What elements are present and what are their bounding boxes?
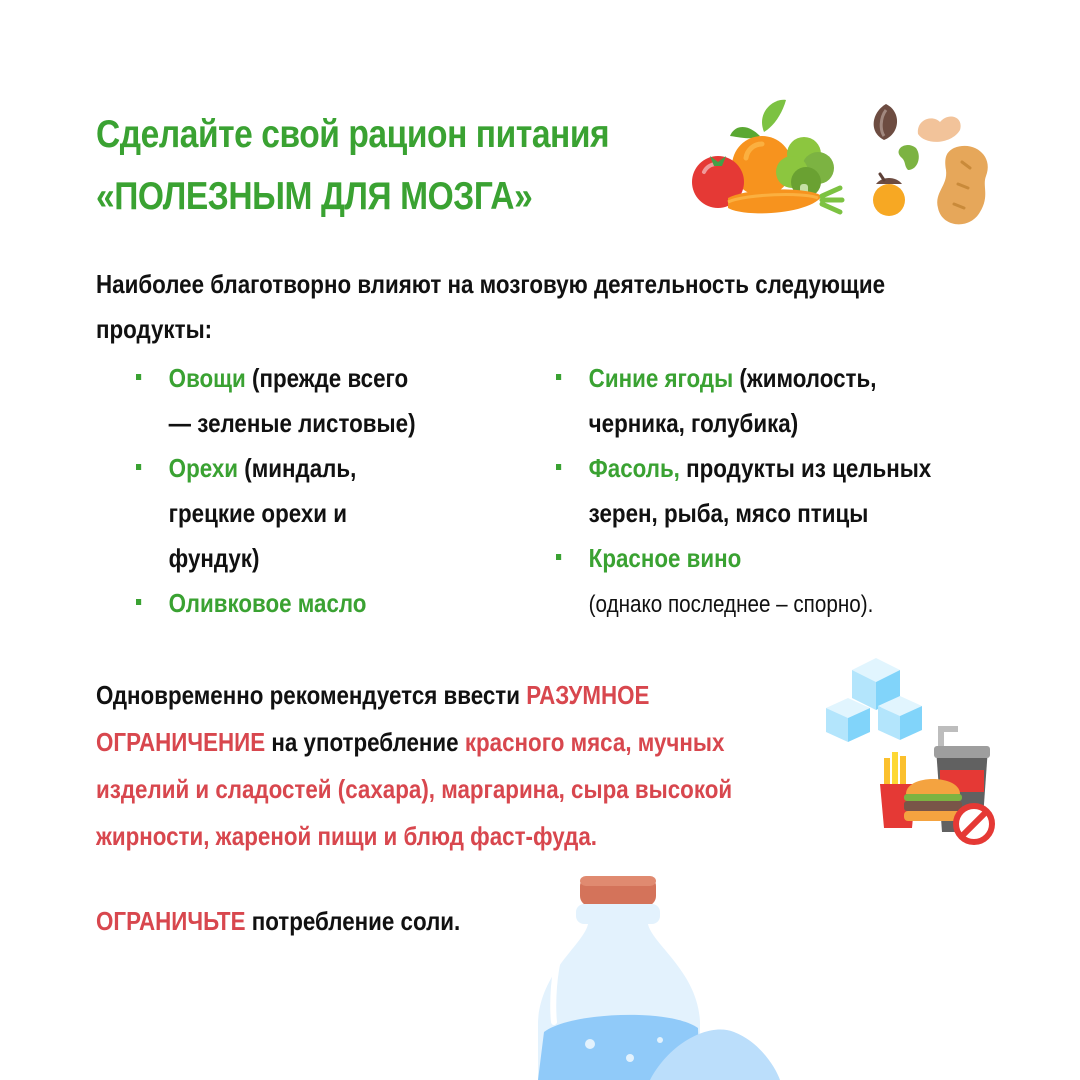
bullet-icon xyxy=(556,374,561,380)
bullet-icon xyxy=(136,374,141,380)
list-item-note xyxy=(556,581,931,627)
list-item-continuation xyxy=(136,401,416,446)
intro-text xyxy=(96,262,990,352)
list-item-continuation xyxy=(136,536,416,581)
brain-foods-list-right xyxy=(556,356,992,627)
brain-foods-list-left xyxy=(136,356,461,626)
intro-line-2: продукты: xyxy=(96,314,213,344)
bullet-icon xyxy=(556,554,561,560)
list-item xyxy=(556,356,931,401)
item-highlight: Орехи xyxy=(168,453,239,483)
intro-line-1: Наиболее благотворно влияют на мозговую деятельность следующие xyxy=(96,269,886,299)
item-highlight: Красное вино xyxy=(588,543,742,573)
item-text: (миндаль, xyxy=(238,453,357,483)
list-item-continuation xyxy=(556,401,931,446)
page-title xyxy=(96,104,609,228)
item-highlight: Фасоль, xyxy=(588,453,680,483)
limit-line-1 xyxy=(96,672,732,719)
limit-line-3: изделий и сладостей (сахара), маргарина, сыра высокой xyxy=(96,774,733,804)
limit-text: Одновременно рекомендуется ввести xyxy=(96,680,527,710)
bullet-icon xyxy=(556,464,561,470)
limit-line-4: жирности, жареной пищи и блюд фаст-фуда. xyxy=(96,821,597,851)
list-item xyxy=(136,581,416,626)
list-item xyxy=(556,446,931,491)
list-item-continuation xyxy=(136,491,416,536)
item-text: (прежде всего xyxy=(245,363,409,393)
bullet-icon xyxy=(136,464,141,470)
limit-highlight: РАЗУМНОЕ xyxy=(526,680,650,710)
item-highlight: Овощи xyxy=(168,363,246,393)
item-text: продукты из цельных xyxy=(679,453,932,483)
title-line-2: «ПОЛЕЗНЫМ ДЛЯ МОЗГА» xyxy=(96,175,533,218)
bullet-icon xyxy=(136,599,141,605)
limit-line-2 xyxy=(96,719,732,766)
item-note: (однако последнее – спорно). xyxy=(588,591,874,618)
item-text: зерен, рыба, мясо птицы xyxy=(588,498,869,528)
item-text: черника, голубика) xyxy=(588,408,799,438)
salt-text: потребление соли. xyxy=(245,906,461,936)
salt-jar-icon xyxy=(530,872,780,1080)
item-text: — зеленые листовые) xyxy=(168,408,416,438)
item-highlight: Оливковое масло xyxy=(168,588,367,618)
vegetables-icon xyxy=(686,92,846,232)
salt-line xyxy=(96,898,460,945)
fast-food-forbidden-icon xyxy=(876,722,1006,846)
item-text: фундук) xyxy=(168,543,260,573)
limit-paragraph xyxy=(96,672,732,860)
limit-text: на употребление xyxy=(265,727,465,757)
limit-highlight: красного мяса, мучных xyxy=(464,727,725,757)
list-item xyxy=(556,536,931,581)
list-item xyxy=(136,446,416,491)
item-highlight: Синие ягоды xyxy=(588,363,734,393)
item-text: грецкие орехи и xyxy=(168,498,348,528)
nuts-icon xyxy=(862,100,998,234)
list-item-continuation xyxy=(556,491,931,536)
item-text: (жимолость, xyxy=(733,363,877,393)
title-line-1: Сделайте свой рацион питания xyxy=(96,113,610,156)
list-item xyxy=(136,356,416,401)
salt-highlight: ОГРАНИЧЬТЕ xyxy=(96,906,246,936)
limit-highlight: ОГРАНИЧЕНИЕ xyxy=(96,727,266,757)
